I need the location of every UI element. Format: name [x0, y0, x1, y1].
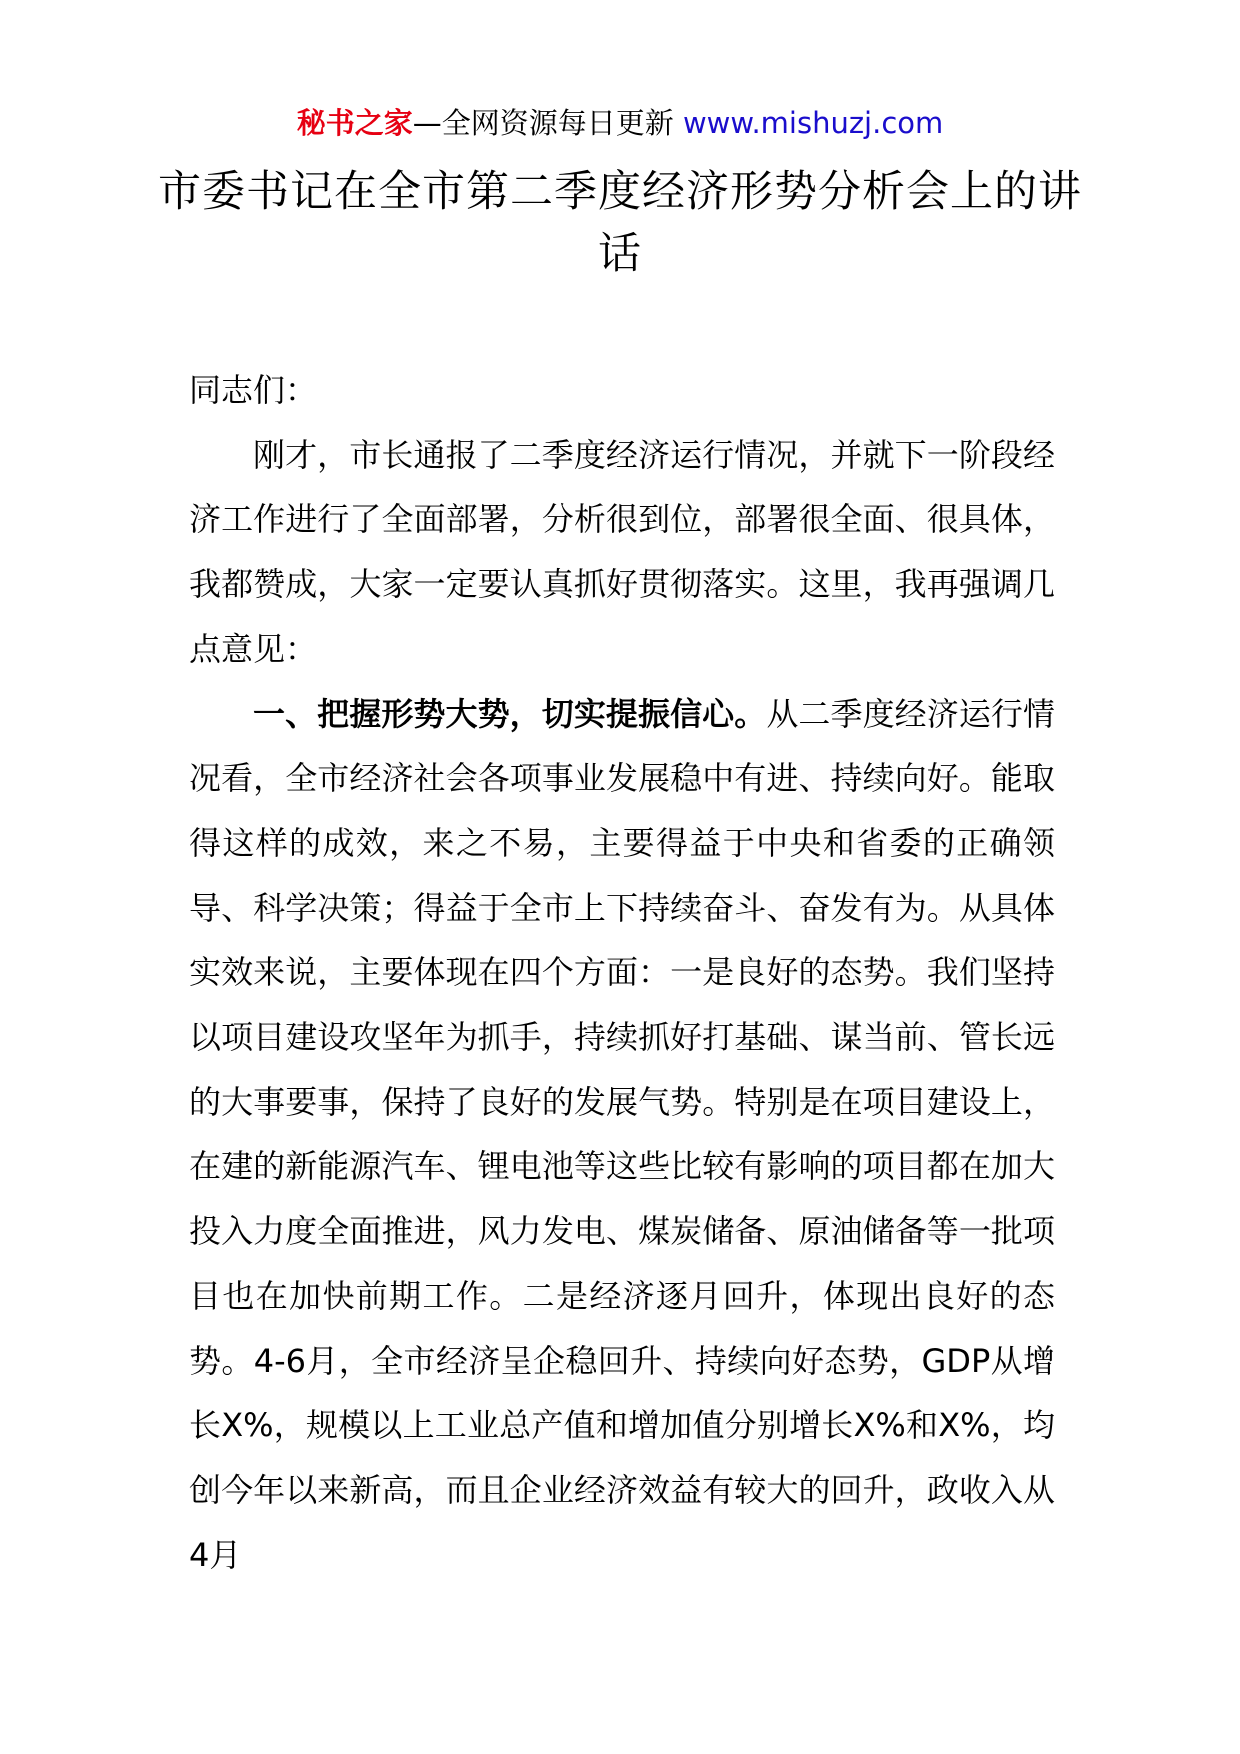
paragraph-1: 刚才，市长通报了二季度经济运行情况，并就下一阶段经济工作进行了全面部署，分析很到位，部署很全面、很具体，我都赞成，大家一定要认真抓好贯彻落实。这里，我再强调几点意见： — [189, 435, 1055, 668]
document-body — [189, 358, 1055, 1587]
site-url[interactable]: www.mishuzj.com — [682, 106, 944, 140]
greeting: 同志们： — [189, 371, 318, 409]
brand-name: 秘书之家 — [296, 106, 413, 140]
section-1-heading: 一、把握形势大势，切实提振信心。 — [253, 694, 767, 733]
site-header — [0, 103, 1240, 143]
section-1-text: 从二季度经济运行情况看，全市经济社会各项事业发展稳中有进、持续向好。能取得这样的成效，来之不易，主要得益于中央和省委的正确领导、科学决策；得益于全市上下持续奋斗、奋发有为。从具体实效来说，主要体现在四个方面：一是良好的态势。我们坚持以项目建设攻坚年为抓手，持续抓好打基础、谋当前、管长远的大事要事，保持了良好的发展气势。特别是在项目建设上，在建的新能源汽车、锂电池等这些比较有影响的项目都在加大投入力度全面推进，风力发电、煤炭储备、原油储备等一批项目也在加快前期工作。二是经济逐月回升，体现出良好的态势。4-6月，全市经济呈企稳回升、持续向好态势，GDP从增长X%，规模以上工业总产值和增加值分别增长X%和X%，均创今年以来新高，而且企业经济效益有较大的回升，政收入从4月 — [189, 694, 1055, 1574]
header-slogan: —全网资源每日更新 — [412, 106, 674, 140]
document-title: 市委书记在全市第二季度经济形势分析会上的讲话 — [158, 167, 1082, 279]
section-1-paragraph — [189, 682, 1055, 1588]
